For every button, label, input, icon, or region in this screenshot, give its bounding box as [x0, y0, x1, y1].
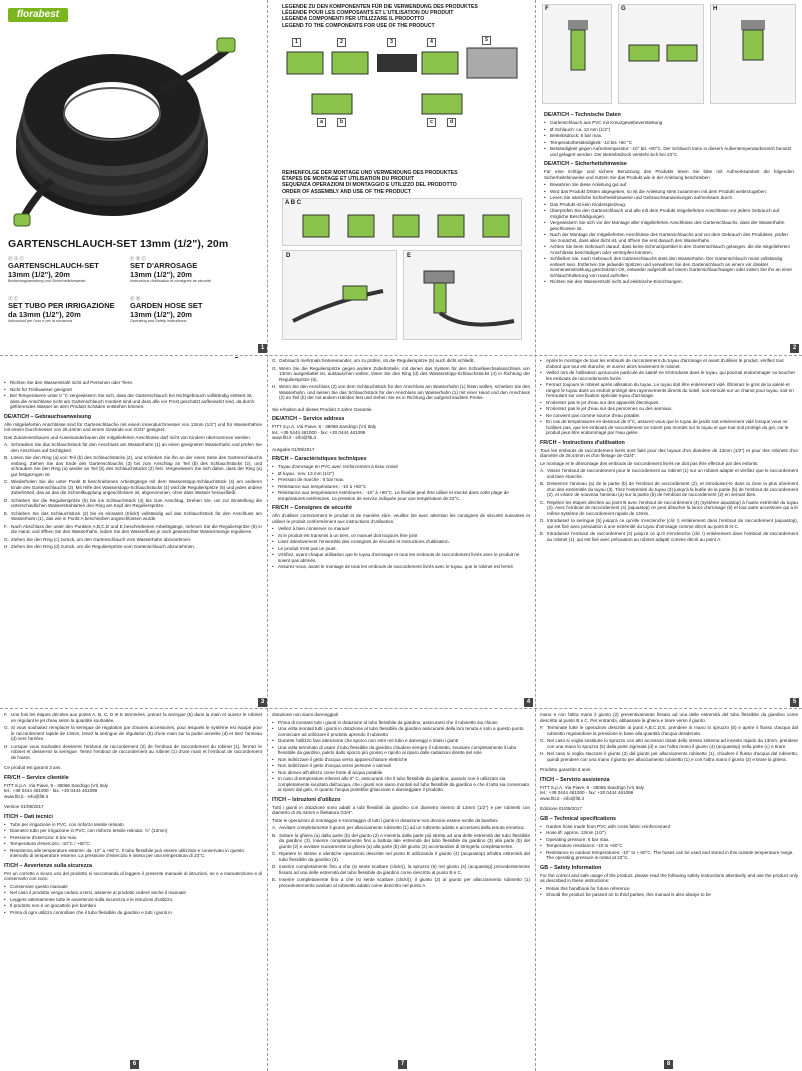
- page-number-3: 3: [258, 698, 267, 707]
- page-number-8: 8: [664, 1060, 673, 1069]
- page-number-7: 7: [398, 1060, 407, 1069]
- order-title: REIHENFOLGE DER MONTAGE UND VERWENDUNG DES PRODUKTES ÉTAPES DE MONTAGE ET UTILISATION DU PRODUIT SEQUENZA OPERAZIONI DI MONTAGGIO E UTILIZZO DEL PRODOTTO ORDER OF ASSEMBLY AND USE OF THE PRODUCT: [282, 170, 458, 195]
- page-fr-use: • Après le montage de tous les embouts de raccordement du tuyau d'arrosage et avant d'utiliser le produit, vérifiez tout d'abord que tout est étanche, et ouvrez alors seulement le robinet. • Veillez lors de l'utilisation qu'aucune particule de saleté ne s'introduise dans le tuyau, qui pourrait endommager ou boucher les embouts de raccordements livrés. • Fermez toujours le robinet après utilisation du tuyau. Le tuyau doit être entièrement vidé. Éliminez le gros de la saleté et rangez le tuyau dans un endroit protégé des rayonnements directs du soleil, soit enroulé sur un chariot pour tuyau, soit en l'enroulant sur une fixation spéciale tuyau d'arrosage. • N'orientez pas le jet d'eau sur des appareils électriques. • N'orientez pas le jet d'eau sur des personnes ou des animaux. • Ne convient pas comme source d'eau potable. • En cas de températures en-dessous de 0°C, assurez-vous que le tuyau de jardin soit entièrement vidé lorsque vous ne l'utilisez pas, que les embouts de raccordement ne soient pas montés sur le tuyau et que tout soit protégé du gel, car le produit peut être endommagé par l'eau gelée. FR/CH – Instructions d'utilisation Tous les embouts de raccordement livrés sont faits pour des tuyaux d'un diamètre de 13mm (1/2") et pour des robinets d'un diamètre de 26,44mm et d'un filetage de G3/4". Le montage et le démontage des embouts de raccordement livrés ne doit pas être effectué par des enfants. A. Vissez l'embout de raccordement pour le raccordement au robinet (1) sur un robinet adapté et vérifiez que le raccordement soit bien étanche. B. Desserrez l'anneau (a) de la partie (b) de l'embout de raccordement (2), et introduisez-le dans la zone la plus sûrement d'un des extrémités du tuyau (3). Tirez l'extrémité du tuyau (3) jusqu'à la butée de la partie (b) de l'embout de raccordement (2), et vissez de nouveau l'anneau (a) sur la partie (b) de l'embout de raccordement (2) en serrant bien. C. Répétez les étapes décrites au point B avec l'embout de raccordement (4) (système aquastop) à l'autre extrémité du tuyau (3). Avec l'embout de raccordement (4) (aquastop) on peut détacher la lance d'arrosage (5) et tout autre accessoire qui a le même système de raccordement rapide de 13mm. D. Introduisez la seringue (5) jusqu'à ce qu'elle s'enclenche (clic !) entièrement dans l'embout de raccordement (aquastop), qui est fixé avec précaution à une extrémité du tuyau d'arrosage comme décrit au point B et C. E. Introduisez l'embout de raccordement (2) jusqu'à ce qu'il s'enclenche (clic !) entièrement dans l'embout de raccordement au robinet (1), qui est fixé avec précaution au robinet adapté comme décrit au point A.: [540, 358, 798, 706]
- hose-image: [12, 30, 242, 230]
- page-fr-tech: G. Gebrauch mehrmals hintereinander, um zu prüfen, ob die Regulierspritze (5) auch dicht schließt. G. Wenn Sie die Regulierspritze gegen andere Zubehörteile, mit denen das System für den Schnellwechselanschluss von 13mm ausgestattet ist, austauschen wollen, lösen Sie den Ring (d) des Wasserstopp-Schlauchstücks (4) in Richtung der Regulierspritze (5). H. Wenn Sie den Anschluss (2) von dem Schlauchstück für den Anschluss am Wasserhahn (1) lösen wollen, schieben Sie den Wasserhahn, und lassen Sie das Schlauchstück für den Anschluss am Wasserhahn (1) mit einer Hand und den Anschluss (2) an Teil (b) der mit andern Händen fest und ziehen Sie es in Richtung der aufgeschraubten Preise. Sie erhalten auf dieses Produkt 3 Jahre Garantie. DE/AT/CH – Service address FITT S.p.A. Via Piave, 8 - 36066 Sandrigo (VI) Italy tel.: +39 0444 461000 - fax: +30 0444 461099 www.fitt.it - info@fitt.it Ausgabe 01/09/2017 FR/CH – Caractéristiques techniques • Tuyau d'arrosage en PVC avec renforcement à tissu croisé • Ø tuyau : env. 13 mm (1/2") • Pression de marche : 6 bar max. • Résistance aux températures : -10 à +60°C • Résistance aux températures extérieures : -10° à +60°C. Le flexible peut être utilisé et stocké dans cette plage de températures extérieures. La pression de service indiquée pour une température de 23°C. FR/CH – Consignes de sécurité Afin d'utiliser correctement le produit et de manière sûre, veuillez lire avec attention les consignes de sécurité suivantes et utiliser le produit conformément aux instructions d'utilisation. • Veillez à bien conserver ce manuel • Si le produit est transmis à un tiers, ce manuel doit toujours être joint • Lisez attentivement l'ensemble des consignes de sécurité et instructions d'utilisation. • Le produit n'est pas un jouet. • Vérifiez, avant chaque utilisation que le tuyau d'arrosage et tous les embouts de raccordement livrés avec le produit ne soient pas abîmés. • Assurez-vous, avant le montage de tous les embouts de raccordement livrés avec le tuyau, que le robinet est fermé.: [272, 358, 530, 706]
- de-tech-section: DE/AT/CH – Technische Daten • Gartenschlauch aus PVC mit Kreuzgewebeverstärkung • Ø Schlauch: ca. 13 mm (1/2") • Betriebsdruck: 6 bar max. • Temperaturbeständigkeit: -10 bis +60 °C • Beständigkeit gegen Außentemperatur: -10° bis +60°C. Der Schlauch kann in diesem Außentemperaturbereich benutzt und gelagert werden. Der Betriebsdruck versteht sich bei 23°C. DE/AT/CH – Sicherheitshinweise Für eine richtige und sichere Benutzung des Produkts lesen Sie bitte mit Aufmerksamkeit die folgenden Sicherheitshinweise und nutzen Sie das Produkt wie in der Anleitung beschrieben. • Bewahren Sie diese Anleitung gut auf • Wird das Produkt Dritten abgegeben, so ist die Anleitung stets zusammen mit dem Produkt weiterzugeben. • Lesen Sie sämtliche Sicherheitshinweise und Gebrauchsanweisungen aufmerksam durch. • Das Produkt ist kein Kinderspielzeug. • Überprüfen Sie den Gartenschlauch und alle mit dem Produkt mitgelieferten Anschlüsse vor jedem Gebrauch auf mögliche Beschädigungen. • Vergewissern Sie sich vor der Montage aller mitgelieferten Anschlüsse des Gartenschlauchs, dass der Wasserhahn geschlossen ist. • Nach der Montage der mitgelieferten Anschlüsse des Gartenschlauchs und vor dem Gebrauch des Produktes, prüfen Sie zunächst, dass alles dicht ist, und öffnen Sie erst danach den Wasserhahn. • Achten Sie beim Gebrauch darauf, dass keine Schmutzpartikel in den Gartenschlauch gelangen, die die mitgelieferten Anschlüsse beschädigen oder verstopfen könnten. • Schließen Sie, nach Gebrauch des Gartenschlauchs stets den Wasserhahn. Der Gartenschlauch muss vollständig entleert sein. Entfernen Sie jedwede Spritzen und verwahren Sie den Gartenschlauch an einem vor direkter Sonneneinstrahlung geschützten Ort, entweder aufgerollt auf einem Gartenschlauchwagen oder indem Sie ihn an einer Schlauchhalterung von Hand aufrollen. • Richten Sie den Wasserstrahl nicht auf elektrische Einrichtungen.: [544, 108, 794, 286]
- fold-line-left: [267, 0, 268, 1071]
- page-number-6: 6: [130, 1060, 139, 1069]
- figure-f: F: [542, 4, 612, 104]
- lang-block-it: Ⓘ Ⓒ SET TUBO PER IRRIGAZIONE da 13mm (1/2"), 20m Indicazioni per l'uso e per la sicurezza: [8, 296, 115, 323]
- cover-page: [0, 0, 266, 354]
- page-number-4: 4: [524, 698, 533, 707]
- figure-e: E: [403, 250, 522, 340]
- page-it-tech: F. Une fois les étapes décrites aux points A, B, C, D et E terminées, prenez la seringue (5) dans la main et ouvrez le robinet en régulant le jet d'eau selon la quantité souhaitée. G. Si vous souhaitez remplacer la seringue de régulation par d'autres accessoires, pour lesquels le système est équipé pour le raccordement rapide de 13mm, tenez la seringue de régulation (5) d'une main sur la partie annelée (d) et tirez l'anneau (d) vers l'arrière. H. Lorsque vous souhaitez desserrer l'embout de raccordement (2) de l'embout de raccordement du robinet (1), fermez le robinet et desserrez la seringue. Tenez l'embout de raccordement au robinet (1) d'une main et l'embout de raccordement de l'autre. Ce produit est garanti 3 ans. FR/CH – Service clientèle FITT S.p.A. Via Piave, 8 - 36066 Sandrigo (VI) Italy tel.: +39 0444 461000 - fax: +30 0444 461099 www.fitt.it - info@fitt.it Version 01/09/2017 IT/CH – Dati tecnici • Tubo per irrigazione in PVC, con rinforzo tessile retinato • Diametro tubo per irrigazione in PVC, con rinforzo tessile retinato: ½" (13mm) • Pressione d'esercizio: 6 bar max. • Temperatura d'esercizio: -10°C / +60°C • Resistenza alle temperature esterne: da -10° a +60°C. Il tubo flessibile può essere utilizzato e conservato in questo intervallo di temperature esterne. La pressione d'esercizio è intesa per una temperatura di 23°C. IT/CH – Avvertenze sulla sicurezza Per un corretto e sicuro uso del prodotto si raccomanda di leggere il presente manuale di istruzioni, se e a manutenzione e di conservarlo con cura: • Conservare questo manuale • Nel caso il prodotto venga ceduto a terzi, assieme al prodotto cedere anche il manuale • Leggere attentamente tutte le avvertenze sulla sicurezza e le istruzioni d'utilizzo. • Il prodotto non è un giocattolo per bambini • Prima di ogni utilizzo controllare che il tubo flessibile da giardino e tutti i giunti in: [4, 712, 262, 1058]
- spray-attach-icon: [283, 251, 398, 341]
- detach-spray-icon: [619, 5, 705, 105]
- fold-line-right: [535, 0, 536, 1071]
- page-number-2: 2: [790, 344, 799, 353]
- figure-h: H: [710, 4, 796, 104]
- figure-d: D: [282, 250, 397, 340]
- detach-tap-icon: [711, 5, 797, 105]
- fold-line-top: [0, 355, 802, 356]
- page-it-use: dotazione non siano danneggiati • Prima di montare tutti i giunti in dotazione al tubo flessibile da giardino, assicurarsi che il rubinetto sia chiuso • Una volta montati tutti i giunti in dotazione al tubo flessibile da giardino assicurarsi della loro tenuta e solo a questo punto cominciare ad utilizzare il prodotto aprendo il rubinetto • Durante l'utilizzo fare attenzione che sporco non entri nel tubo e danneggi o intasi i giunti • Una volta terminato di usare il tubo flessibile da giardino chiudere sempre il rubinetto, svuotare completamente il tubo flessibile da giardino, pulirlo dallo sporco più grosso e riporlo al riparo dalle radiazioni dirette del sole • Non indirizzare il getto d'acqua verso apparecchiature elettriche • Non indirizzare il getto d'acqua verso persone o animali • Non idoneo all'utilizzo come fonte di acqua potabile • In caso di temperature inferiori allo 0° C, assicurarsi che il tubo flessibile da giardino, quando non è utilizzato sia completamente svuotato dall'acqua, che i giunti non siano montati sul tubo flessibile da giardino e che il tutto sia conservato al riparo dal gelo, in quanto l'acqua potrebbe ghiacciare e danneggiare il prodotto. IT/CH – Istruzioni d'utilizzo Tutti i giunti in dotazione sono adatti a tubi flessibili da giardino con diametro interno di 13mm (1/2") e per rubinetti con diametro di 26,44mm e filettatura G3/4". Tutte le operazioni di montaggio e smontaggio di tutti i giunti in dotazione non devono essere svolte da bambini A. Avvitare completamente il giunto per allacciamento rubinetto (1) ad un rubinetto adatto e accertarsi della tenuta ermetica. B. Svitare la ghiera (a) dalla parte (b) del giunto (2) e inserirla dalla parte più stretta ad una delle estremità del tubo flessibile da giardino (3). Inserire completamente fino a battuta tale estremità del tubo flessibile da giardino (3) alla parte (b) del giunto (2) e avvitare nuovamente la ghiera (a) alla parte (b) del giunto (2) accertandosi di stringerla completamente. C. Ripetere le stesse e identiche operazioni descritte nel punto B utilizzando il giunto (4) (acquastop) all'altra estremità del tubo flessibile da giardino (3). D. Inserire completamente fino a che (si sente scattare (click!)), la spruzzo (5) nel giunto (4) (acquastop) precedentemente fissato ad una delle estremità del tubo flessibile da giardino come descritto al punto B e C. E. Inserire completamente fino a che (si sente scattare (click!)), il giunto (2) al giunto per allacciamento rubinetto (1) precedentemente avvitato al rubinetto adatto come descritto nel punto A.: [272, 712, 530, 1058]
- coiled-hose-icon: [12, 30, 242, 230]
- cover-title: GARTENSCHLAUCH-SET 13mm (1/2"), 20m: [8, 238, 229, 250]
- page-number-1: 1: [258, 344, 267, 353]
- figure-g: G: [618, 4, 704, 104]
- fold-line-bottom: [0, 708, 802, 709]
- legend-title: LEGENDE ZU DEN KOMPONENTEN FÜR DIE VERWENDUNG DES PRODUKTES LÉGENDE POUR LES COMPOSANTS ET L'UTILISATION DU PRODUIT LEGENDA COMPONENTI PER UTILIZZARE IL PRODOTTO LEGEND TO THE COMPONENTS FOR USE OF THE PRODUCT: [282, 4, 478, 29]
- tap-connect-icon: [404, 251, 523, 341]
- figure-abc: A B C: [282, 198, 522, 246]
- assembly-steps-icon: [283, 199, 523, 247]
- lang-block-de: Ⓓ Ⓐ Ⓒ GARTENSCHLAUCH-SET 13mm (1/2"), 20m Bedienungsanleitung und Sicherheitshinweise: [8, 256, 99, 283]
- page-fgh: [538, 0, 800, 354]
- lang-block-gb: Ⓖ Ⓑ GARDEN HOSE SET 13mm (1/2"), 20m Operating and Safety Instructions: [130, 296, 203, 323]
- page-gb-tech: mano e con l'altra mano il giunto (2) preventivamente fissato ad una delle estremità del tubo flessibile da giardino come descritto al punto B e C. Per entrambi, abbassare la ghiera e tirare verso il giunto. F. Terminate tutte le operazioni descritte ai punti A,B,C,D,E, prendere in mano lo spruzzo (5) e aprire il flusso d'acqua dal rubinetto regolandone la pressione in base alla quantità d'acqua desiderata. G. Nel caso si voglia sostituire lo spruzzo con altri accessori dotati dello stesso sistema ad innesto rapido da 13mm, prendere con una mano lo spruzzo (5) dalla parte zigrinata (d) e con l'altra mano il giunto (4) (acquastop) nella parte (c) e tirare. H. Nel caso si voglia staccare il giunto (2) dal giunto per allacciamento rubinetto (1), chiudere il flusso d'acqua dal rubinetto, quindi prendere con una mano il giunto per allacciamento rubinetto (1) e con l'altra mano il giunto (2) e tirare la ghiera. Prodotto garantito 3 anni. IT/CH – Servizio assistenza FITT S.p.A. Via Piave, 8 - 36066 Sandrigo (VI) Italy tel.: +39 0444 461000 - fax: +30 0444 461099 www.fitt.it - info@fitt.it Edizione 01/09/2017 GB – Technical specifications • Garden hose made from PVC with cross fabric reinforcement • Hose Ø: approx. 13mm (1/2") • Operating pressure: 6 bar max. • Temperature resistance: -10 to +60°C • Resistance to outdoor temperatures: -10° to + 60°C. The hoses can be used and stored in this outside temperature range. The operating pressure is noted at 23°C. GB – Safety Information For the correct and safe usage of the product, please read the following safety instructions attentively and use the product only as described in these instructions: • Retain this handbook for future reference • Should the product be passed on to third parties, this manual is also always to be: [540, 712, 798, 1058]
- brand-logo: florabest: [8, 8, 68, 22]
- page-number-5: 5: [790, 698, 799, 707]
- page-de-use: • Richten Sie den Wasserstrahl nicht auf Personen oder Tiere. • Nicht für Trinkwasser geeignet • Bei Temperaturen unter 0 °C vergewissern Sie sich, dass der Gartenschlauch bei Nichtgebrauch vollständig entleert ist, dass die Anschlüsse nicht am Gartenschlauch montiert sind und dass alle vor Frost geschützt aufbewahrt sind, da durch gefrierendes Wasser an dem Produkt Schäden entstehen können. DE/AT/CH – Gebrauchsanweisung Alle mitgelieferten Anschlüsse sind für Gartenschläuche mit einem Innendurchmesser von 13mm (1/2") und für Wasserhähne mit einem Durchmesser von 26,44mm und einem Gewinde von G3/4" geeignet. Das Zusammenbauen und Auseinanderbauen der mitgelieferten Anschlüsse darf nicht von Kindern übernommen werden. A. Schrauben Sie das Schlauchstück für den Anschluss am Wasserhahn (1) an einen geeigneten Wasserhahn und prüfen Sie den Anschluss auf Dichtigkeit. B. Lösen Sie den Ring (a) von Teil (b) des Schlauchstücks (2), und schieben Sie ihn an der einen Seite des Gartenschlauchs entlang. Ziehen Sie das Ende des Gartenschlauchs (3) bis zum Anschlag an Teil (b) des Schlauchstücks (2), und schrauben Sie den Ring (a) wieder an Teil (b) des Schlauchstücks (2) fest. Vergewissern Sie sich dabei, dass der Ring (a) gut festgezogen ist. C. Wiederholen Sie die unter Punkt B beschriebenen Arbeitsgänge mit dem Wasserstopp-Schlauchstück (4) am anderen Ende des Gartenschlauchs (3). Mit Hilfe des Wasserstopp-Schlauchstücks (4) wird die Regulierspritze (5) und jedes andere Zubehörteil, das an das die Schnellkupplung angeschlossen ist, abgenommen, ohne dass Wasser herausfließt. D. Schieben Sie die Regulierspritze (5) bis ins Schlauchstück (4) bis zum Anschlag. Drehen Sie, um zur Einstellung die unterschiedlichen Wasserstrahlarten den Ring am Kopf der Regulierspritze. E. Schieben Sie das Schlauchstück (2) bis es einrastet (Klick!) vollständig auf das Schlauchstück für den Anschluss am Wasserhahn (1), das wie in Punkt A beschrieben angeschlossen wurde. F. Nach Abschluss der unter den Punkten A,B,C,D und E beschriebenen Arbeitsgänge, nehmen Sie die Regulierspritze (5) in die Hand, und öffnen Sie den Wasserhahn, indem Sie den Wasserfluss je nach gewünschter Wassermenge regulieren. G. Ziehen Sie den Ring (c) zurück, um den Gartenschlauch vom Wasserhahn abzunehmen. H. Ziehen Sie den Ring (d) zurück, um die Regulierspritze vom Gartenschlauch abzunehmen.: [4, 358, 262, 706]
- components-figure: 1 2 3 4 5 a b c d: [282, 34, 522, 134]
- open-tap-icon: [543, 5, 613, 105]
- legend-page: [270, 0, 533, 354]
- lang-block-fr: Ⓕ Ⓑ Ⓒ SET D'ARROSAGE 13mm (1/2"), 20m Instructions d'utilisation et consignes de sécurité: [130, 256, 212, 283]
